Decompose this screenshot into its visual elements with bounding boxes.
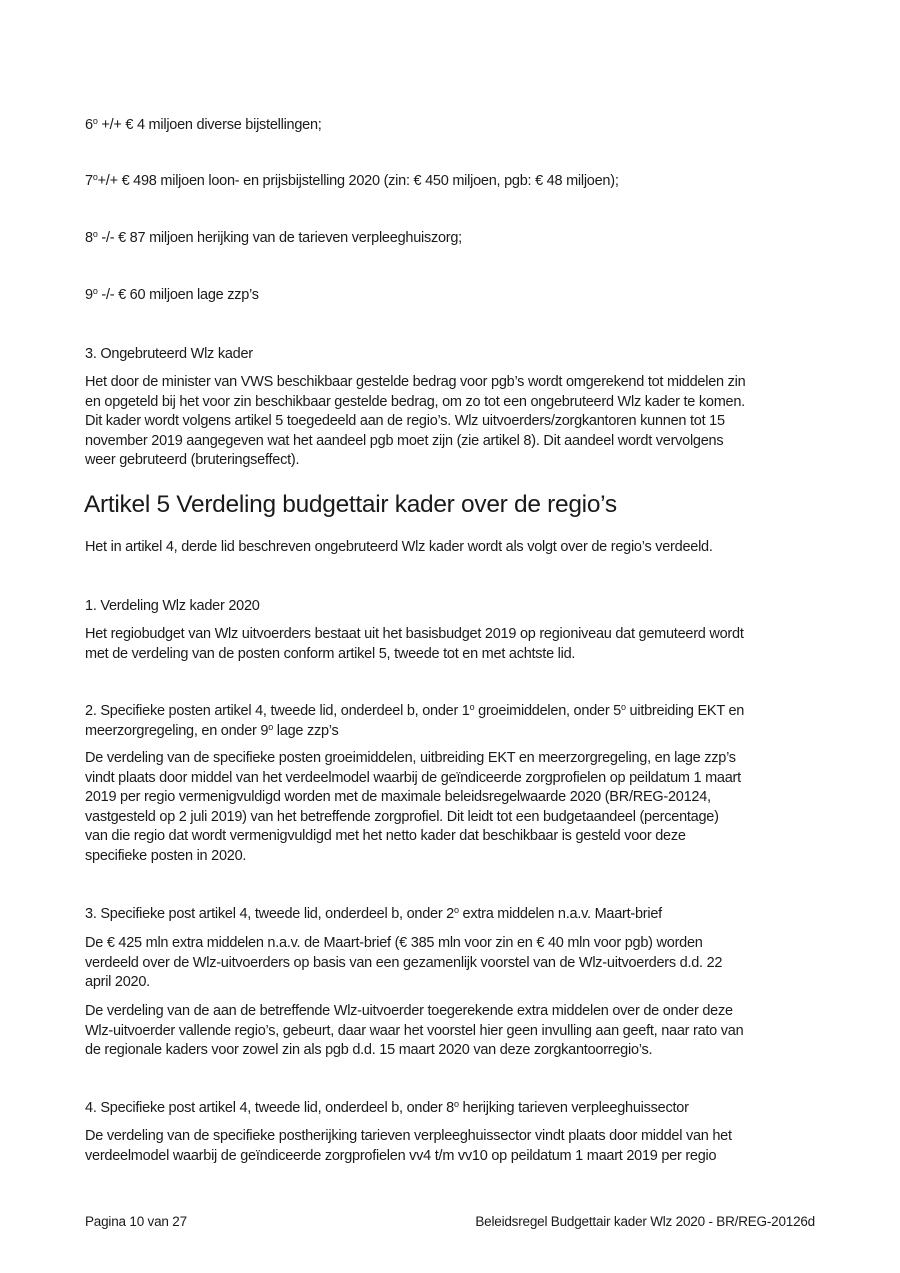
text-line: Wlz-uitvoerder vallende regio’s, gebeurt, daar waar het voorstel hier geen invulling aan geeft, naar rato van <box>85 1022 744 1039</box>
text-line: verdeeld over de Wlz-uitvoerders op basis van een gezamenlijk voorstel van de Wlz-uitvoerders d.d. 22 <box>85 954 723 971</box>
text-line: Het door de minister van VWS beschikbaar gestelde bedrag voor pgb’s wordt omgerekend tot middelen zin <box>85 374 746 390</box>
list-number: 7 <box>85 173 93 189</box>
list-number: 8 <box>85 230 93 246</box>
list-item-7 <box>85 172 820 192</box>
list-text: -/- € 60 miljoen lage zzp’s <box>97 287 259 303</box>
text-line: Het regiobudget van Wlz uitvoerders bestaat uit het basisbudget 2019 op regioniveau dat gemuteerd wordt <box>85 626 744 642</box>
ordinal-marker: o <box>92 286 98 296</box>
text-line: 2019 per regio vermenigvuldigd worden met de maximale beleidsregelwaarde 2020 (BR/REG-20124, <box>85 789 711 805</box>
subsection-1-title: 1. Verdeling Wlz kader 2020 <box>85 598 260 614</box>
title-text: lage zzp’s <box>273 722 339 739</box>
text-line: De verdeling van de specifieke postherijking tarieven verpleeghuissector vindt plaats door middel van het <box>85 1128 732 1144</box>
list-item-6 <box>85 116 820 136</box>
ordinal-marker: o <box>92 229 98 239</box>
subsection-3-paragraph-2 <box>85 1002 820 1061</box>
text-line: De verdeling van de aan de betreffende Wlz-uitvoerder toegerekende extra middelen over de onder deze <box>85 1003 733 1019</box>
subsection-3-paragraph-1 <box>85 934 820 993</box>
title-text: 4. Specifieke post artikel 4, tweede lid, onderdeel b, onder 8 <box>85 1100 454 1116</box>
text-line: De verdeling van de specifieke posten groeimiddelen, uitbreiding EKT en meerzorgregeling, en lage zzp’s <box>85 750 736 766</box>
text-line: met de verdeling van de posten conform artikel 5, tweede tot en met achtste lid. <box>85 645 576 662</box>
text-line: vindt plaats door middel van het verdeelmodel waarbij de geïndiceerde zorgprofielen op peildatum 1 maart <box>85 769 741 786</box>
subsection-1-paragraph <box>85 625 820 664</box>
title-text: 3. Specifieke post artikel 4, tweede lid, onderdeel b, onder 2 <box>85 906 454 922</box>
section-3-title: 3. Ongebruteerd Wlz kader <box>85 346 253 362</box>
list-text: +/+ € 498 miljoen loon- en prijsbijstelling 2020 (zin: € 450 miljoen, pgb: € 48 miljoen); <box>97 173 619 189</box>
text-line: vastgesteld op 2 juli 2019) van het betreffende zorgprofiel. Dit leidt tot een budgetaandeel (percentage) <box>85 808 719 825</box>
title-text: extra middelen n.a.v. Maart-brief <box>458 906 662 922</box>
ordinal-marker: o <box>454 1099 459 1109</box>
list-item-8 <box>85 229 820 249</box>
list-text: +/+ € 4 miljoen diverse bijstellingen; <box>97 117 322 133</box>
title-text: groeimiddelen, onder 5 <box>474 703 621 719</box>
ordinal-marker: o <box>268 721 273 732</box>
ordinal-marker: o <box>92 116 98 126</box>
title-line <box>85 702 820 722</box>
text-line: weer gebruteerd (bruteringseffect). <box>85 452 300 468</box>
page-number: Pagina 10 van 27 <box>85 1214 187 1229</box>
subsection-4-title <box>85 1099 820 1119</box>
article-5-intro: Het in artikel 4, derde lid beschreven ongebruteerd Wlz kader wordt als volgt over de regio’s verdeeld. <box>85 539 713 555</box>
ordinal-marker: o <box>469 702 475 712</box>
text-line: Dit kader wordt volgens artikel 5 toegedeeld aan de regio’s. Wlz uitvoerders/zorgkantoren kunnen tot 15 <box>85 413 725 429</box>
list-number: 9 <box>85 287 93 303</box>
text-line: de regionale kaders voor zowel zin als pgb d.d. 15 maart 2020 van deze zorgkantoorregio’s. <box>85 1042 653 1058</box>
section-3-paragraph <box>85 373 820 471</box>
title-text: meerzorgregeling, en onder 9 <box>85 722 269 739</box>
text-line: van die regio dat wordt vermenigvuldigd met het netto kader dat beschikbaar is gesteld voor deze <box>85 828 686 844</box>
subsection-2-title <box>85 702 820 741</box>
title-text: herijking tarieven verpleeghuissector <box>458 1100 689 1116</box>
list-text: -/- € 87 miljoen herijking van de tarieven verpleeghuiszorg; <box>97 230 462 246</box>
ordinal-marker: o <box>454 905 459 915</box>
subsection-3-title <box>85 905 820 925</box>
subsection-4-paragraph <box>85 1127 820 1166</box>
ordinal-marker: o <box>621 702 626 712</box>
title-text: uitbreiding EKT en <box>625 703 745 719</box>
list-item-9 <box>85 286 820 306</box>
subsection-2-paragraph <box>85 749 820 866</box>
text-line: specifieke posten in 2020. <box>85 847 247 864</box>
article-5-heading: Artikel 5 Verdeling budgettair kader over de regio’s <box>84 491 617 518</box>
title-text: 2. Specifieke posten artikel 4, tweede lid, onderdeel b, onder 1 <box>85 703 470 719</box>
ordinal-marker: o <box>92 172 98 182</box>
document-title-footer: Beleidsregel Budgettair kader Wlz 2020 - BR/REG-20126d <box>475 1214 815 1229</box>
title-line <box>85 722 820 742</box>
text-line: april 2020. <box>85 974 150 990</box>
list-number: 6 <box>85 117 93 133</box>
text-line: verdeelmodel waarbij de geïndiceerde zorgprofielen vv4 t/m vv10 op peildatum 1 maart 2019 per regio <box>85 1147 717 1164</box>
text-line: De € 425 mln extra middelen n.a.v. de Maart-brief (€ 385 mln voor zin en € 40 mln voor pgb) worden <box>85 935 703 951</box>
text-line: november 2019 aangegeven wat het aandeel pgb moet zijn (zie artikel 8). Dit aandeel wordt vervolgens <box>85 432 724 449</box>
text-line: en opgeteld bij het voor zin beschikbaar gestelde bedrag, om zo tot een ongebruteerd Wlz kader te komen. <box>85 393 745 410</box>
